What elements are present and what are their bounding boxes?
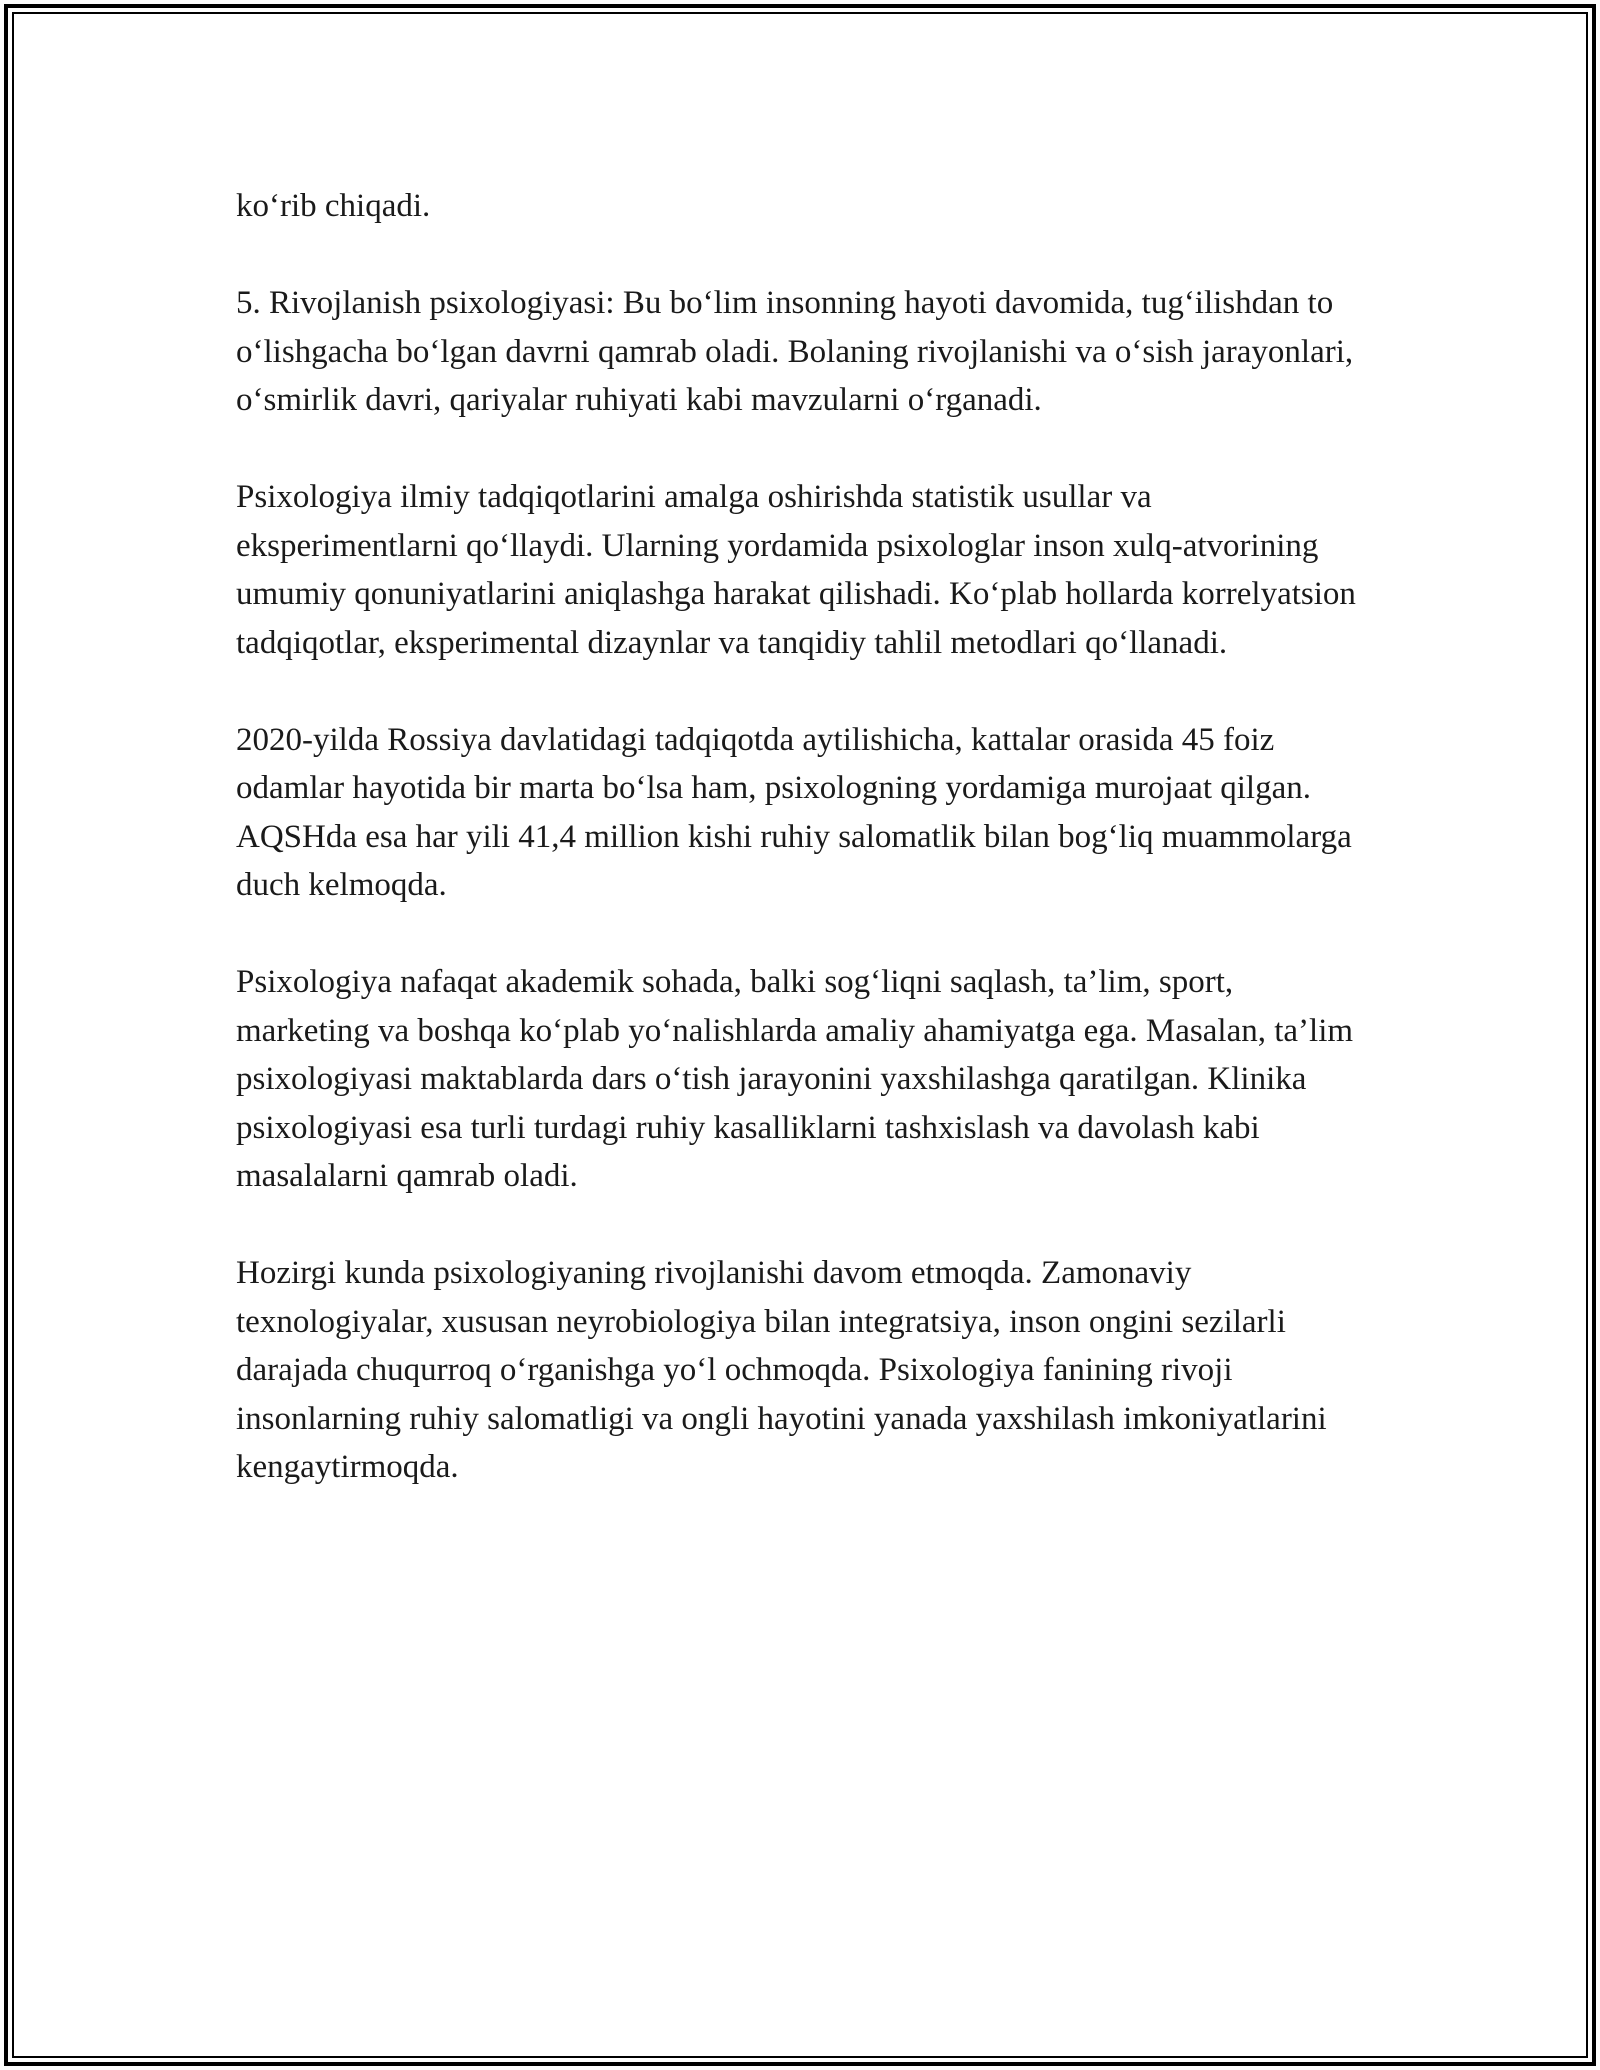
paragraph-statistics: 2020-yilda Rossiya davlatidagi tadqiqotda aytilishicha, kattalar orasida 45 foiz odamlar hayotida bir marta bo‘lsa ham, psixologning yordamiga murojaat qilgan. AQSHda esa har yili 41,4 million kishi ruhiy salomatlik bilan bog‘liq muammolarga duch kelmoqda. [236,721,1352,903]
document-body [236,182,1366,1540]
paragraph-research-methods: Psixologiya ilmiy tadqiqotlarini amalga oshirishda statistik usullar va eksperimentlarni qo‘llaydi. Ularning yordamida psixologlar inson xulq-atvorining umumiy qonuniyatlarini aniqlashga harakat qilishadi. Ko‘plab hollarda korrelyatsion tadqiqotlar, eksperimental dizaynlar va tanqidiy tahlil metodlari qo‘llanadi. [236,479,1356,661]
paragraph-applications: Psixologiya nafaqat akademik sohada, balki sog‘liqni saqlash, ta’lim, sport, marketing va boshqa ko‘plab yo‘nalishlarda amaliy ahamiyatga ega. Masalan, ta’lim psixologiyasi maktablarda dars o‘tish jarayonini yaxshilashga qaratilgan. Klinika psixologiyasi esa turli turdagi ruhiy kasalliklarni tashxislash va davolash kabi masalalarni qamrab oladi. [236,964,1354,1194]
paragraph-developmental-psychology: 5. Rivojlanish psixologiyasi: Bu bo‘lim insonning hayoti davomida, tug‘ilishdan to o‘lishgacha bo‘lgan davrni qamrab oladi. Bolaning rivojlanishi va o‘sish jarayonlari, o‘smirlik davri, qariyalar ruhiyati kabi mavzularni o‘rganadi. [236,285,1354,418]
paragraph-current-development: Hozirgi kunda psixologiyaning rivojlanishi davom etmoqda. Zamonaviy texnologiyalar, xususan neyrobiologiya bilan integratsiya, inson ongini sezilarli darajada chuqurroq o‘rganishga yo‘l ochmoqda. Psixologiya fanining rivoji insonlarning ruhiy salomatligi va ongli hayotini yanada yaxshilash imkoniyatlarini kengaytirmoqda. [236,1255,1327,1485]
paragraph-continuation: ko‘rib chiqadi. [236,188,431,224]
